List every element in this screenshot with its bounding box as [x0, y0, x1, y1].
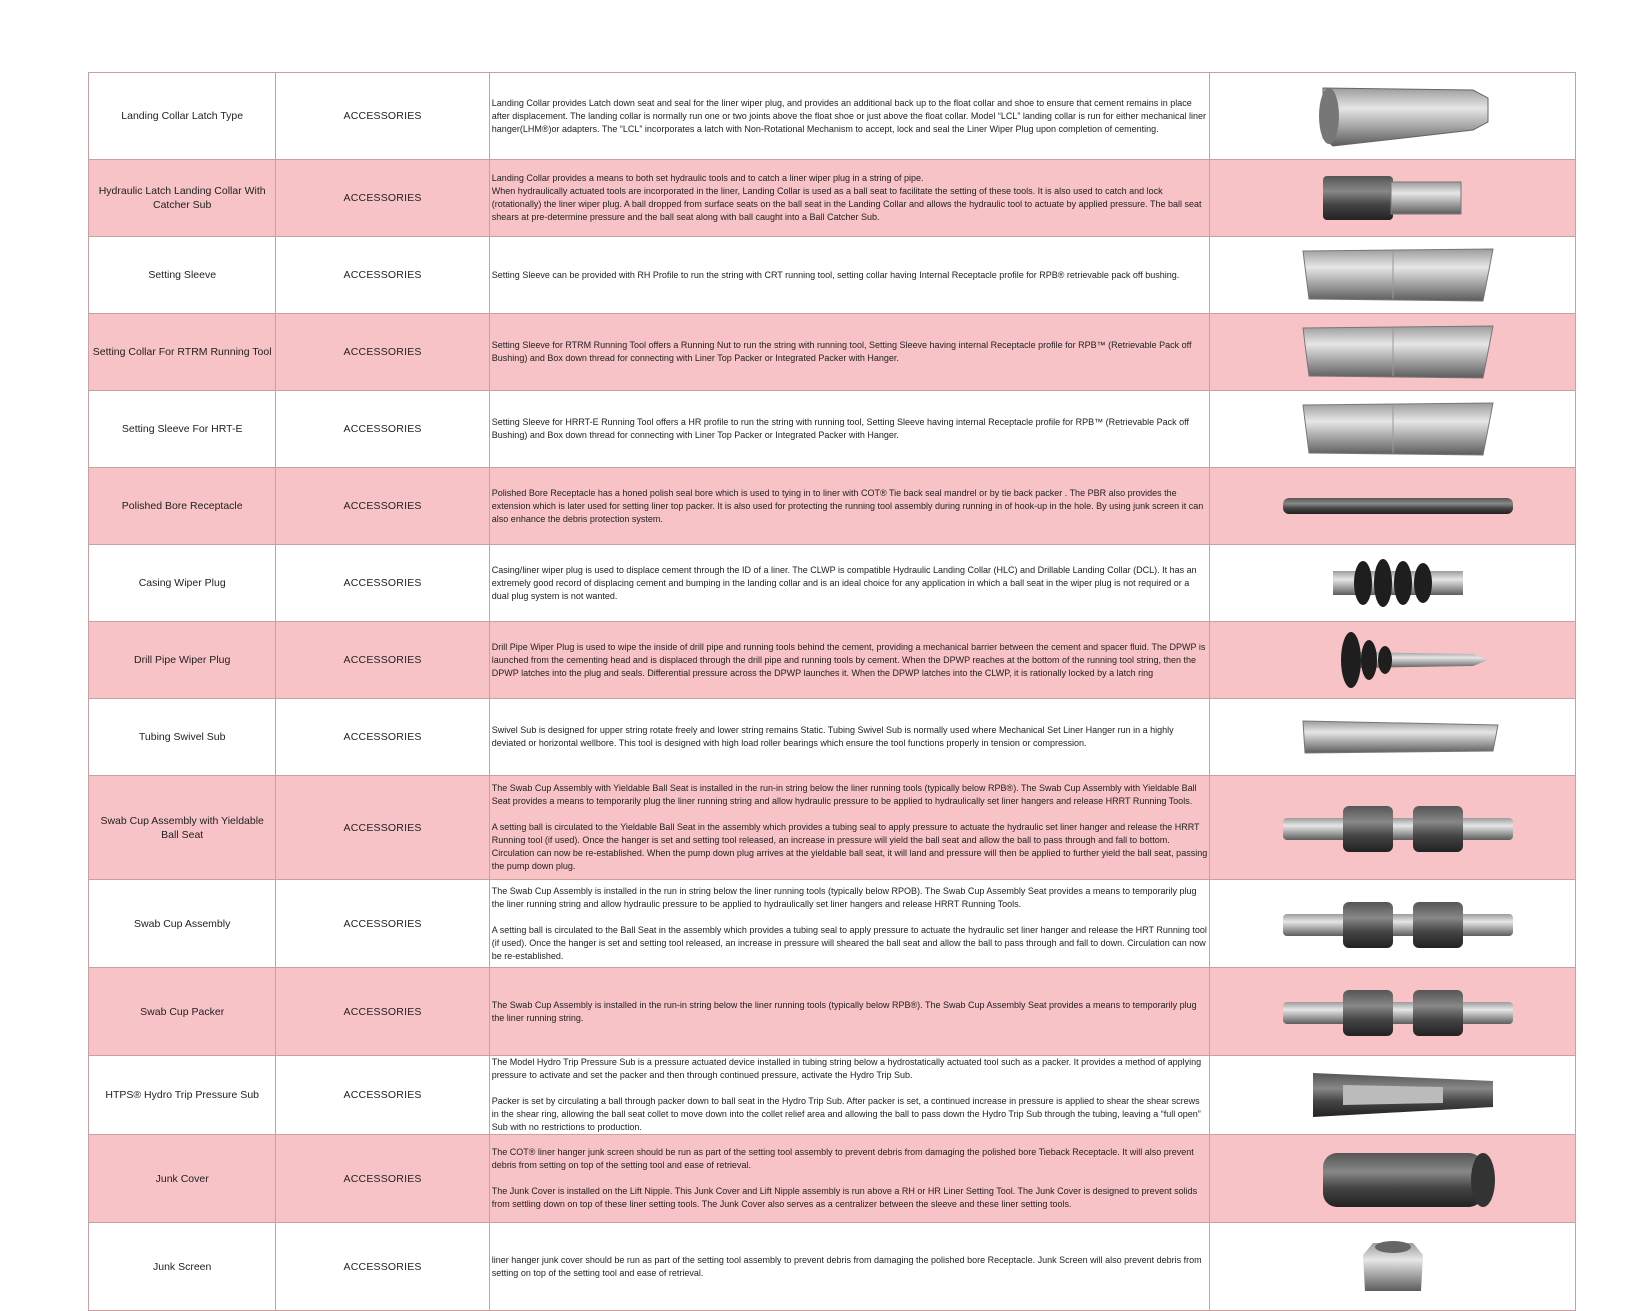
product-category: ACCESSORIES	[276, 1223, 489, 1311]
table-row	[89, 1135, 1576, 1223]
accessories-table	[88, 72, 1576, 1311]
table-row	[89, 776, 1576, 880]
table-row	[89, 237, 1576, 314]
product-description	[489, 468, 1209, 545]
product-description	[489, 622, 1209, 699]
product-category: ACCESSORIES	[276, 1056, 489, 1135]
description-paragraph: Landing Collar provides a means to both set hydraulic tools and to catch a liner wiper plug in a string of pipe. When hydraulically actuated tools are incorporated in the liner, Landing Collar is used as a ball seat to facilitate the setting of these tools. It is also used to catch and lock (rotationally) the liner wiper plug. A ball dropped from surface seats on the ball seat in the Landing Collar and allows the hydraulic tool to actuate by applied pressure. The ball seat shears at pre-determine pressure and the ball seat along with ball caught into a Ball Catcher Sub.	[491, 173, 1202, 222]
product-category: ACCESSORIES	[276, 314, 489, 391]
product-category: ACCESSORIES	[276, 622, 489, 699]
table-row	[89, 314, 1576, 391]
drill-pipe-wiper-plug-image	[1210, 622, 1576, 699]
hydraulic-latch-landing-collar-image	[1210, 160, 1576, 237]
description-paragraph: Casing/liner wiper plug is used to displace cement through the ID of a liner. The CLWP is compatible Hydraulic Landing Collar (HLC) and Drillable Landing Collar (DCL). It has an extremely good record of displacing cement and bumping in the landing collar and is an ideal choice for any application in which a ball seat in the wiper plug is not required or a dual plug system is not wanted.	[491, 564, 1197, 601]
swab-cup-yieldable-image	[1210, 776, 1576, 880]
product-name: Drill Pipe Wiper Plug	[89, 622, 276, 699]
product-name: Tubing Swivel Sub	[89, 699, 276, 776]
table-row	[89, 545, 1576, 622]
description-paragraph: The Model Hydro Trip Pressure Sub is a pressure actuated device installed in tubing string below a hydrostatically actuated tool such as a packer. It provides a method of applying pressure to activate and set the packer and then through continued pressure, activate the Hydro Trip Sub.	[491, 1057, 1202, 1080]
product-description	[489, 237, 1209, 314]
product-category: ACCESSORIES	[276, 880, 489, 968]
table-row	[89, 391, 1576, 468]
product-description	[489, 880, 1209, 968]
junk-screen-image	[1210, 1223, 1576, 1311]
product-name: HTPS® Hydro Trip Pressure Sub	[89, 1056, 276, 1135]
product-description	[489, 968, 1209, 1056]
description-paragraph: Setting Sleeve can be provided with RH Profile to run the string with CRT running tool, setting collar having Internal Receptacle profile for RPB® retrievable pack off bushing.	[491, 269, 1180, 280]
product-name: Swab Cup Packer	[89, 968, 276, 1056]
description-paragraph: Setting Sleeve for HRRT-E Running Tool offers a HR profile to run the string with running tool, Setting Sleeve having internal Receptacle profile for RPB™ (Retrievable Pack off Bushing) and Box down thread for connecting with Liner Top Packer or Integrated Packer with Hanger.	[491, 417, 1189, 440]
description-paragraph: The Junk Cover is installed on the Lift Nipple. This Junk Cover and Lift Nipple assembly is run above a RH or HR Liner Setting Tool. The Junk Cover is designed to prevent solids from settling down on top of these liner setting tools. The Junk Cover also serves as a centralizer between the sleeve and these liner setting tools.	[491, 1186, 1198, 1209]
product-name: Setting Sleeve For HRT-E	[89, 391, 276, 468]
product-category: ACCESSORIES	[276, 776, 489, 880]
product-category: ACCESSORIES	[276, 160, 489, 237]
description-paragraph: liner hanger junk cover should be run as part of the setting tool assembly to prevent debris from damaging the polished bore Receptacle. Junk Screen will also prevent debris from setting on top of the setting tool and ease of retrieval.	[491, 1254, 1202, 1278]
product-description	[489, 1056, 1209, 1135]
table-row	[89, 73, 1576, 160]
setting-sleeve-image	[1210, 237, 1576, 314]
product-name: Swab Cup Assembly	[89, 880, 276, 968]
casing-wiper-plug-image	[1210, 545, 1576, 622]
description-paragraph: The Swab Cup Assembly with Yieldable Ball Seat is installed in the run-in string below the liner running tools (typically below RPB®). The Swab Cup Assembly with Yieldable Ball Seat provides a means to temporarily plug the liner running string and allow hydraulic pressure to be applied to hydraulically set liner hangers and release HRRT Running Tools.	[491, 783, 1197, 806]
description-paragraph: The COT® liner hanger junk screen should be run as part of the setting tool assembly to prevent debris from damaging the polished bore Tieback Receptacle. It will also prevent debris from setting on top of the setting tool and ease of retrieval.	[491, 1147, 1194, 1170]
swab-cup-assembly-image	[1210, 880, 1576, 968]
table-row	[89, 622, 1576, 699]
product-category: ACCESSORIES	[276, 468, 489, 545]
description-paragraph: Landing Collar provides Latch down seat and seal for the liner wiper plug, and provides an additional back up to the float collar and shoe to ensure that cement remains in place after displacement. The landing collar is normally run one or two joints above the float shoe or just above the float collar. Model “LCL” landing collar is run for either mechanical liner hanger(LHM®)or adapters. The “LCL” incorporates a latch with Non-Rotational Mechanism to accept, lock and seal the Liner Wiper Plug upon completion of cementing.	[491, 97, 1207, 134]
product-name: Landing Collar Latch Type	[89, 73, 276, 160]
product-name: Hydraulic Latch Landing Collar With Catcher Sub	[89, 160, 276, 237]
product-category: ACCESSORIES	[276, 968, 489, 1056]
product-description	[489, 314, 1209, 391]
product-description	[489, 1135, 1209, 1223]
product-category: ACCESSORIES	[276, 1135, 489, 1223]
polished-bore-receptacle-image	[1210, 468, 1576, 545]
product-name: Setting Sleeve	[89, 237, 276, 314]
product-name: Polished Bore Receptacle	[89, 468, 276, 545]
hydro-trip-pressure-sub-image	[1210, 1056, 1576, 1135]
table-row	[89, 468, 1576, 545]
landing-collar-latch-type-image	[1210, 73, 1576, 160]
product-name: Casing Wiper Plug	[89, 545, 276, 622]
setting-sleeve-hrt-e-image	[1210, 391, 1576, 468]
product-name: Setting Collar For RTRM Running Tool	[89, 314, 276, 391]
product-category: ACCESSORIES	[276, 237, 489, 314]
table-row	[89, 880, 1576, 968]
description-paragraph: A setting ball is circulated to the Ball Seat in the assembly which provides a tubing seal to apply pressure to actuate the hydraulic set liner hanger and release the HRT Running tool (if used). Once the hanger is set and setting tool released, an increase in pressure will sheared the ball seat and allow the ball to pass through and fall to down. Circulation can now be re-established.	[491, 924, 1207, 961]
product-category: ACCESSORIES	[276, 545, 489, 622]
description-paragraph: Setting Sleeve for RTRM Running Tool offers a Running Nut to run the string with running tool, Setting Sleeve having internal Receptacle profile for RPB™ (Retrievable Pack off Bushing) and Box down thread for connecting with Liner Top Packer or Integrated Packer with Hanger.	[491, 340, 1192, 363]
description-paragraph: Swivel Sub is designed for upper string rotate freely and lower string remains Static. Tubing Swivel Sub is normally used where Mechanical Set Liner Hanger run in a highly deviated or horizontal wellbore. This tool is designed with high load roller bearings which ensure the tool functions properly in tension or compression.	[491, 725, 1174, 748]
product-description	[489, 73, 1209, 160]
description-paragraph: The Swab Cup Assembly is installed in the run in string below the liner running tools (typically below RPOB). The Swab Cup Assembly Seat provides a means to temporarily plug the liner running string and allow hydraulic pressure to be applied to hydraulically set liner hangers and release HRRT Running Tools.	[491, 885, 1197, 909]
product-description	[489, 699, 1209, 776]
description-paragraph: Packer is set by circulating a ball through packer down to ball seat in the Hydro Trip Sub. After packer is set, a continued increase in pressure is applied to shear the shear screws in the shear ring, allowing the ball seat collet to move down into the collet relief area and allowing the ball to pass down the Hydro Trip Sub through the tubing, leaving a “full open” Sub with no restrictions to production.	[491, 1096, 1201, 1132]
product-category: ACCESSORIES	[276, 699, 489, 776]
product-category: ACCESSORIES	[276, 73, 489, 160]
product-name: Swab Cup Assembly with Yieldable Ball Seat	[89, 776, 276, 880]
table-row	[89, 1056, 1576, 1135]
table-row	[89, 160, 1576, 237]
description-paragraph: The Swab Cup Assembly is installed in the run-in string below the liner running tools (typically below RPB®). The Swab Cup Assembly Seat provides a means to temporarily plug the liner running string.	[491, 999, 1197, 1023]
product-name: Junk Cover	[89, 1135, 276, 1223]
product-name: Junk Screen	[89, 1223, 276, 1311]
description-paragraph: A setting ball is circulated to the Yieldable Ball Seat in the assembly which provides a tubing seal to apply pressure to actuate the hydraulic set liner hanger and release the HRRT Running tool (if used). Once the hanger is set and setting tool released, an increase in pressure will yield the ball seat and allow the ball to pass through and fall to bottom. Circulation can now be re-established. When the pump down plug arrives at the yieldable ball seat, it will land and pressure will then be applied to further yield the ball seat, passing the pump down plug.	[491, 822, 1208, 871]
description-paragraph: Drill Pipe Wiper Plug is used to wipe the inside of drill pipe and running tools behind the cement, providing a mechanical barrier between the cement and spacer fluid. The DPWP is launched from the cementing head and is displaced through the drill pipe and running tools by cement. When the DPWP reaches at the bottom of the running tool string, then the DPWP latches into the plug and seals. Differential pressure across the DPWP launches it. When the DPWP latches into the CLWP, it is rationally locked by a latch ring	[491, 641, 1206, 678]
product-description	[489, 776, 1209, 880]
swab-cup-packer-image	[1210, 968, 1576, 1056]
junk-cover-image	[1210, 1135, 1576, 1223]
description-paragraph: Polished Bore Receptacle has a honed polish seal bore which is used to tying in to liner with COT® Tie back seal mandrel or by tie back packer . The PBR also provides the extension which is later used for setting liner top packer. It is also used for protecting the running tool assembly during running in of hook-up in the hole. By using junk screen it can also enhance the debris protection system.	[491, 487, 1204, 524]
product-description	[489, 391, 1209, 468]
product-description	[489, 160, 1209, 237]
product-description	[489, 1223, 1209, 1311]
table-row	[89, 699, 1576, 776]
product-description	[489, 545, 1209, 622]
table-row	[89, 968, 1576, 1056]
table-row	[89, 1223, 1576, 1311]
tubing-swivel-sub-image	[1210, 699, 1576, 776]
product-category: ACCESSORIES	[276, 391, 489, 468]
setting-collar-rtrm-image	[1210, 314, 1576, 391]
